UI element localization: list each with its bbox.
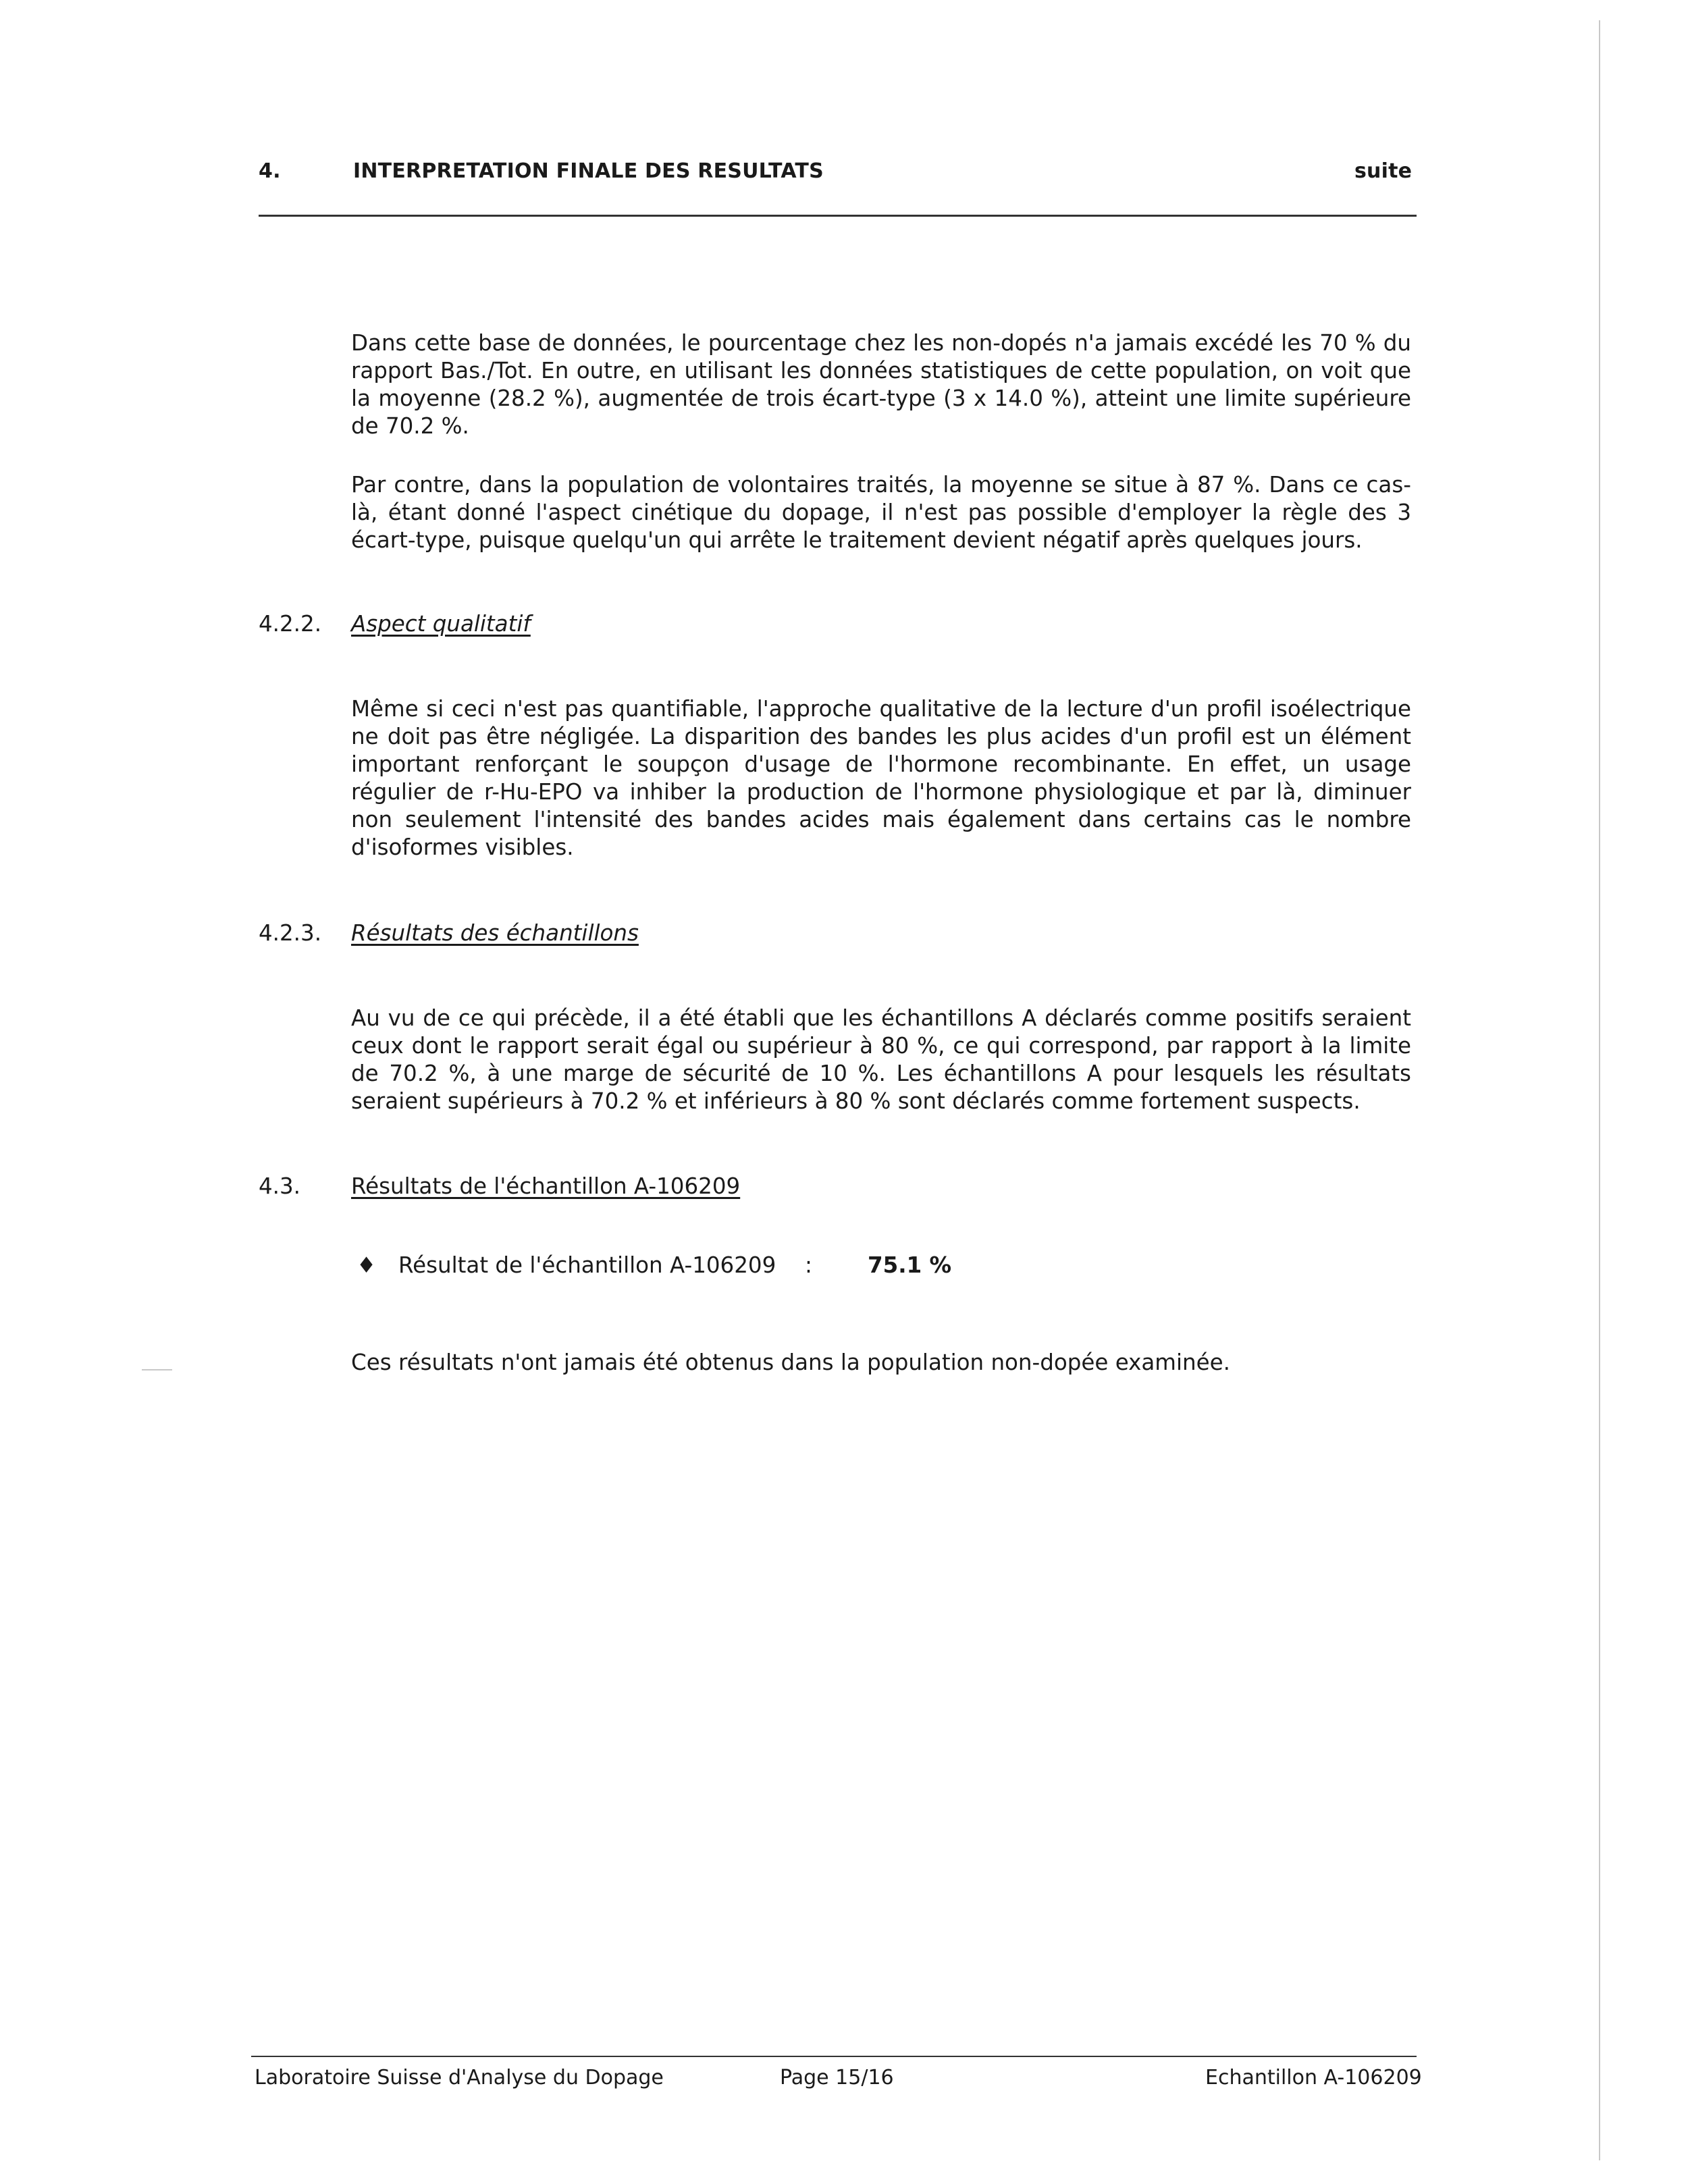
result-value: 75.1 % xyxy=(868,1252,952,1278)
intro-paragraph-1: Dans cette base de données, le pourcentage chez les non-dopés n'a jamais excédé les 70 % du rapport Bas./Tot. En outre, en utilisant les données statistiques de cette population, on voit que la moyenne (28.2 %), augmentée de trois écart-type (3 x 14.0 %), atteint une limite supérieure de 70.2 %. xyxy=(351,330,1411,439)
header-section-title: INTERPRETATION FINALE DES RESULTATS xyxy=(353,159,824,183)
conclusion-text: Ces résultats n'ont jamais été obtenus dans la population non-dopée examinée. xyxy=(351,1350,1230,1375)
result-label: Résultat de l'échantillon A-106209 xyxy=(398,1252,776,1278)
header-rule xyxy=(259,215,1417,217)
result-separator: : xyxy=(805,1252,812,1278)
footer-sample-id: Echantillon A-106209 xyxy=(1205,2066,1422,2089)
section-title-aspect-qualitatif: Aspect qualitatif xyxy=(351,611,531,637)
section-body-resultats-echantillons: Au vu de ce qui précède, il a été établi que les échantillons A déclarés comme positifs seraient ceux dont le rapport serait égal ou supérieur à 80 %, ce qui correspond, par rapport à la limite de 70.2 %, à une marge de sécurité de 10 %. Les échantillons A pour lesquels les résultats seraient supérieurs à 70.2 % et inférieurs à 80 % sont déclarés comme fortement suspects. xyxy=(351,1005,1411,1114)
bullet-diamond-icon: ♦ xyxy=(357,1252,377,1278)
scan-margin-mark xyxy=(142,1369,172,1370)
section-body-aspect-qualitatif: Même si ceci n'est pas quantifiable, l'approche qualitative de la lecture d'un profil isoélectrique ne doit pas être négligée. La disparition des bandes les plus acides d'un profil est un élément important renforçant le soupçon d'usage de l'hormone recombinante. En effet, un usage régulier de r-Hu-EPO va inhiber la production de l'hormone physiologique et par là, diminuer non seulement l'intensité des bandes acides mais également dans certains cas le nombre d'isoformes visibles. xyxy=(351,696,1411,860)
section-number-4-2-2: 4.2.2. xyxy=(259,611,322,637)
footer-page-number: Page 15/16 xyxy=(780,2066,894,2089)
section-number-4-2-3: 4.2.3. xyxy=(259,920,322,946)
footer-rule xyxy=(251,2056,1417,2057)
section-number-4-3: 4.3. xyxy=(259,1173,301,1199)
section-title-resultats-echantillon-a106209: Résultats de l'échantillon A-106209 xyxy=(351,1173,741,1199)
header-continuation: suite xyxy=(1354,159,1413,183)
scan-edge-line xyxy=(1599,20,1600,2160)
intro-paragraph-2: Par contre, dans la population de volontaires traités, la moyenne se situe à 87 %. Dans ce cas-là, étant donné l'aspect cinétique du dopage, il n'est pas possible d'employer la règle des 3 écart-type, puisque quelqu'un qui arrête le traitement devient négatif après quelques jours. xyxy=(351,472,1411,553)
header-section-number: 4. xyxy=(259,159,281,183)
footer-lab-name: Laboratoire Suisse d'Analyse du Dopage xyxy=(255,2066,664,2089)
section-title-resultats-echantillons: Résultats des échantillons xyxy=(351,920,639,946)
